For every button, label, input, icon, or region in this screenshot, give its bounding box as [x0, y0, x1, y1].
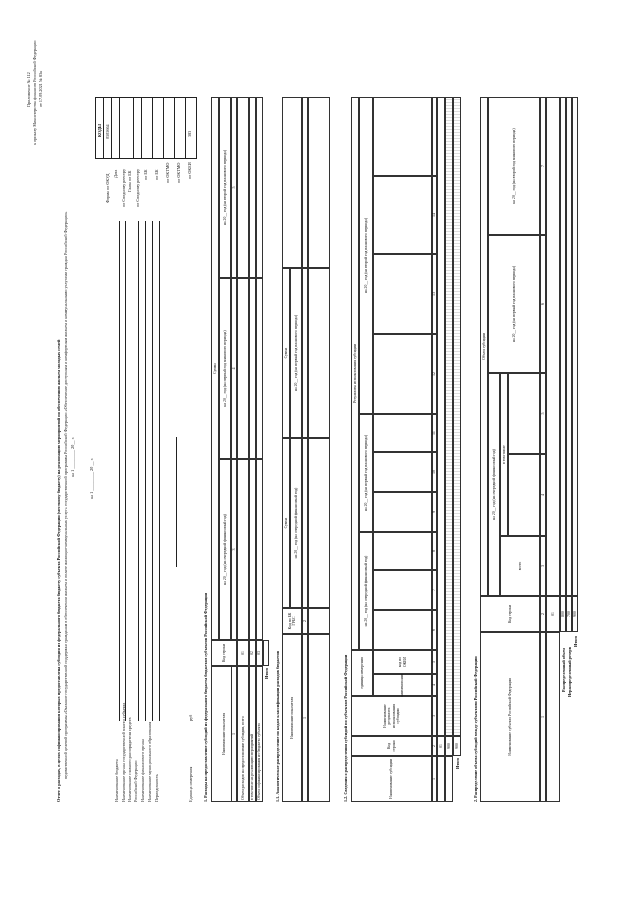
oktmo-label-2: по ОКТМО	[176, 162, 181, 183]
s1-row2-y2[interactable]	[249, 278, 256, 459]
rotated-document-sheet: Приложение № 112 к приказу Министерства финансов Российской Федерации от 17.09.2021 № 83н Отчет о расходах, в целях софинансирования которых предоставлена субсидия из федерального бюджета бюджету субъекта Российской Федерации (местному бюджету) на реализацию мероприятий по обеспечению жильем молодых семей ведомственной целевой программы «Оказание государственной поддержки гражданам в обеспечении жильем и оплате жилищно-коммунальных услуг» государственной программы Российской Федерации «Обеспечение доступным и комфортным жильем и коммунальными услугами граждан Российской Федерации» на 1 _________ 20__ г. на 1 _________ 20 __ г. КОДЫ 0505664 Форма по ОКУД Дата по Сводному реестру Глава по БК по Сводному реестру по БК по БК по ОКТМО по ОКТМО по ОКЕИ 383 Наименование бюджета Наименование органа государственной власти субъекта Наименование главного распорядителя средств Российской Федерации Наименование финансового органа Наименование муниципального образования Периодичность Единица измерения руб 1. Расходы на предоставление субсидий из федерального бюджета бюджетам субъектов Российской Федерации Наименование показателя Код строки Сумма на 20__ год (на очередной финансовый год) на 20__ год (на первый год планового периода) на 20__ год (на второй год планового периода) 1 3 4 5 Объем расходов на предоставление субсидии, всего 01 в том числе на реализацию мероприятий 02 Объем софинансирования из бюджета субъекта 03 Итого 1.1. Аналитическое распределение по кодам классификации расходов бюджетов Наименование показателя Код по БК ГРБС Сумма на 20__ год (на очередной финансовый год) Сумма на 20__ год (на первый год планового периода) 1 2 1.2. Сведения о распределении субсидий по субъектам Российской Федерации Наименование субсидии Код строки Наименование результата использования субсидии единица измерения наименование код по ОКЕИ Результаты использования субсидии на 20__ год (на очередной финансовый год) на 20__ год (на первый год планового периода) на 20__ год (на второй год планового периода) 1 2 3 4 5 6 7 8 9 10 11 12 13 14 01 900 Итого 900 2. Распределение объема субсидий между субъектами Российской Федерации Наименование субъекта Российской Федерации Код строки Объем субсидии на 20__ год (на очередной финансовый год) на 20__ год (на первый год планового периода) на 20__ год (на второй год планового периода) всего в том числе 1 2 3 4 5 6 7 01 800 700 900 Распределенный объем Нераспределенный резерв Итого	[26, 40, 578, 802]
okud-value: 0505664	[105, 124, 110, 139]
s1-row1-y2[interactable]	[237, 278, 249, 459]
appendix-number: Приложение № 112	[26, 72, 31, 107]
s1-col-sum: Сумма	[211, 97, 219, 640]
unit-value: руб	[188, 714, 193, 721]
s1-year2: на 20__ год (на первый год планового периода)	[219, 278, 231, 459]
label-main-manager: Наименование главного распорядителя средств	[127, 717, 132, 802]
s1-row3-y1[interactable]	[256, 459, 263, 640]
s11-data-row[interactable]	[308, 634, 330, 802]
okei-value: 383	[187, 130, 192, 137]
okei-label: по ОКЕИ	[187, 162, 192, 179]
date-label: Дата	[113, 169, 118, 178]
label-budget: Наименование бюджета	[114, 759, 119, 802]
s12-col-unit: единица измерения	[351, 650, 373, 696]
s1-row1-y1[interactable]	[237, 459, 249, 640]
codes-header: КОДЫ	[97, 124, 102, 137]
s1-year1: на 20__ год (на очередной финансовый год)	[219, 459, 231, 640]
s1-year3: на 20__ год (на второй год планового периода)	[219, 97, 231, 278]
label-periodicity: Периодичность	[154, 774, 159, 802]
s12-col-name: Наименование субсидии	[351, 756, 432, 802]
s1-row2-name: в том числе на реализацию мероприятий	[249, 666, 256, 802]
s1-row2-code: 02	[249, 640, 256, 666]
appendix-order: к приказу Министерства финансов Российской Федерации	[32, 40, 37, 145]
section1-title: 1. Расходы на предоставление субсидий из федерального бюджета бюджетам субъектов Российской Федерации	[203, 592, 208, 802]
s2-col-name: Наименование субъекта Российской Федерации	[480, 632, 540, 802]
label-municipality: Наименование муниципального образования	[147, 721, 152, 802]
s1-total: Итого	[264, 667, 269, 679]
s2-total: Итого	[573, 635, 578, 647]
po-bk-label-2: по БК	[154, 169, 159, 180]
glava-bk-label: Глава по БК	[127, 170, 132, 192]
report-title-line2: ведомственной целевой программы «Оказание государственной поддержки гражданам в обеспечении жильем и оплате жилищно-коммунальных услуг» государственной программы Российской Федерации «Обеспечение доступным и комфортным жильем и коммунальными услугами граждан Российской Федерации»	[63, 211, 68, 779]
report-date-line: на 1 _________ 20 __ г.	[89, 458, 94, 499]
s2-col-code: Код строки	[480, 596, 540, 632]
s1-row3-y3[interactable]	[256, 97, 263, 278]
label-finance-organ: Наименование финансового органа	[140, 738, 145, 802]
s1-row2-y3[interactable]	[249, 97, 256, 278]
oktmo-label: по ОКТМО	[165, 162, 170, 183]
s1-row3-y2[interactable]	[256, 278, 263, 459]
s12-col-result: Наименование результата использования субсидии	[351, 696, 432, 736]
s1-row2-y1[interactable]	[249, 459, 256, 640]
s1-row1-name: Объем расходов на предоставление субсидии, всего	[237, 666, 249, 802]
s11-col-code: Код по БК ГРБС	[282, 608, 302, 634]
s1-row1-y3[interactable]	[237, 97, 249, 278]
svodny-reestr-label-2: по Сводному реестру	[135, 168, 140, 207]
s1-row3-name: Объем софинансирования из бюджета субъекта	[256, 666, 263, 802]
s12-total: Итого	[455, 757, 460, 769]
s11-col-name: Наименование показателя	[282, 634, 302, 802]
s2-distributed: Распределенный объем	[561, 647, 566, 692]
svodny-reestr-label: по Сводному реестру	[121, 168, 126, 207]
s2-reserve: Нераспределенный резерв	[567, 646, 572, 697]
s1-col-name: Наименование показателя	[211, 666, 237, 802]
section2-title: 2. Распределение объема субсидий между субъектами Российской Федерации	[473, 656, 478, 802]
s12-col-code: Код строки	[351, 736, 432, 756]
section1-1-title: 1.1. Аналитическое распределение по кодам классификации расходов бюджетов	[275, 650, 280, 802]
s12-col-values: Результаты использования субсидии	[351, 97, 359, 650]
label-unit: Единица измерения	[188, 766, 193, 802]
po-bk-label: по БК	[143, 169, 148, 180]
s2-col-volume: Объем субсидии	[480, 97, 488, 596]
s1-row3-code: 03	[256, 640, 263, 666]
okud-label: Форма по ОКУД	[105, 173, 110, 203]
label-authority: Наименование органа государственной власти субъекта	[121, 702, 126, 802]
report-title-line3: на 1 _________ 20__ г.	[70, 437, 75, 477]
appendix-date: от 17.09.2021 № 83н	[38, 70, 43, 107]
report-title-line1: Отчет о расходах, в целях софинансирования которых предоставлена субсидия из федерального бюджета бюджету субъекта Российской Федерации (местному бюджету) на реализацию мероприятий по обеспечению жильем молодых семей	[56, 339, 61, 802]
s1-row1-code: 01	[237, 640, 249, 666]
s1-col-code: Код строки	[211, 640, 237, 666]
label-rf: Российской Федерации	[133, 760, 138, 802]
section1-2-title: 1.2. Сведения о распределении субсидий по субъектам Российской Федерации	[343, 654, 348, 802]
